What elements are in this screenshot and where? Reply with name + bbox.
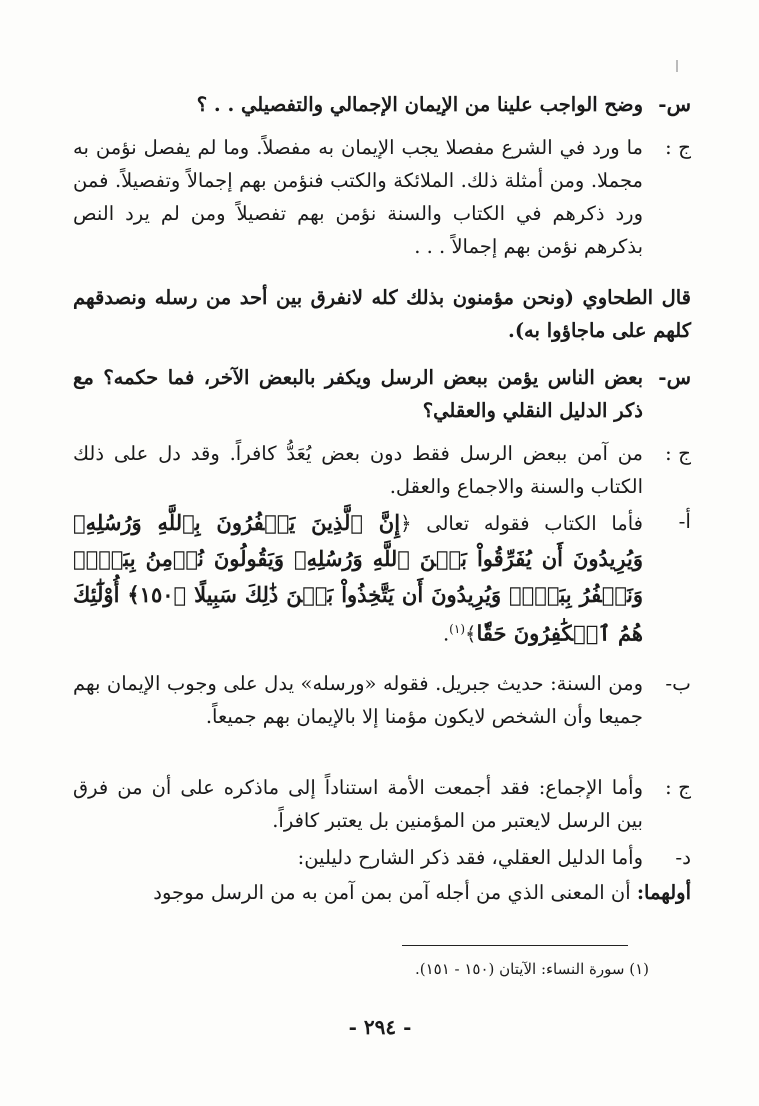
item-label: أ- <box>678 509 691 533</box>
question-1 <box>73 88 691 121</box>
evidence-text <box>73 505 643 652</box>
question-text: وضح الواجب علينا من الإيمان الإجمالي والتفصيلي . . ؟ <box>196 93 643 116</box>
question-2 <box>73 361 691 427</box>
evidence-quran <box>73 505 691 652</box>
question-label: س- <box>658 92 691 116</box>
item-label: د- <box>675 845 691 869</box>
evidence-text: وأما الإجماع: فقد أجمعت الأمة استناداً إلى ماذكره على أن من فرق بين الرسل لايعتبر من المؤمنين بل يعتبر كافراً. <box>73 776 643 832</box>
answer-1 <box>73 131 691 263</box>
evidence-intro: فأما الكتاب فقوله تعالى ﴿ <box>400 512 643 535</box>
quran-verse: إِنَّ ٱلَّذِينَ يَكۡفُرُونَ بِٱللَّهِ وَرُسُلِهِۦ وَيُرِيدُونَ أَن يُفَرِّقُواْ بَيۡنَ ٱللَّهِ وَرُسُلِهِۦ وَيَقُولُونَ نُؤۡمِنُ بِبَعۡضٖ وَنَكۡفُرُ بِبَعۡضٖ وَيُرِيدُونَ أَن يَتَّخِذُواْ بَيۡنَ ذَٰلِكَ سَبِيلًا ﴿١٥٠﴾ أُوْلَٰٓئِكَ هُمُ ٱلۡكَٰفِرُونَ حَقّٗا <box>73 510 643 646</box>
first-proof-body: أن المعنى الذي من أجله آمن بمن آمن به من الرسل موجود <box>153 881 631 904</box>
first-proof <box>73 876 691 909</box>
first-proof-text <box>73 876 691 909</box>
margin-mark <box>676 60 678 72</box>
evidence-sunnah <box>73 667 691 733</box>
question-label: س- <box>658 365 691 389</box>
evidence-end: . <box>442 622 450 646</box>
page-number: - ٢٩٤ - <box>348 1015 412 1039</box>
evidence-text: ومن السنة: حديث جبريل. فقوله «ورسله» يدل على وجوب الإيمان بهم جميعا وأن الشخص لايكون مؤمنا إلا بالإيمان بهم جميعاً. <box>73 672 643 728</box>
item-label: ج : <box>664 775 691 799</box>
evidence-text: وأما الدليل العقلي، فقد ذكر الشارح دليلين: <box>297 846 643 869</box>
answer-label: ج : <box>664 135 691 159</box>
footnote-divider <box>402 945 628 946</box>
question-text: بعض الناس يؤمن ببعض الرسل ويكفر بالبعض الآخر، فما حكمه؟ مع ذكر الدليل النقلي والعقلي؟ <box>73 366 643 422</box>
answer-text: من آمن ببعض الرسل فقط دون بعض يُعَدُّ كافراً. وقد دل على ذلك الكتاب والسنة والاجماع والعقل. <box>73 442 643 498</box>
item-label: ب- <box>665 671 691 695</box>
answer-label: ج : <box>664 441 691 465</box>
answer-2 <box>73 437 691 503</box>
tahawi-quote-text: قال الطحاوي (ونحن مؤمنون بذلك كله لانفرق بين أحد من رسله ونصدقهم كلهم على ماجاؤوا به). <box>73 286 691 342</box>
first-proof-lead: أولهما: <box>636 881 691 904</box>
evidence-ijma <box>73 771 691 837</box>
tahawi-quote <box>73 281 691 347</box>
answer-text: ما ورد في الشرع مفصلا يجب الإيمان به مفصلاً. وما لم يفصل نؤمن به مجملا. ومن أمثلة ذلك. الملائكة والكتب فنؤمن بهم إجمالاً وتفصيلاً. فمن ورد ذكرهم في الكتاب والسنة نؤمن بهم تفصيلاً ومن لم يرد النص بذكرهم نؤمن بهم إجمالاً . . . <box>73 136 643 258</box>
footnote-ref: (١) <box>449 622 465 636</box>
evidence-rational <box>73 841 691 874</box>
footnote: (١) سورة النساء: الآيتان (١٥٠ - ١٥١). <box>414 960 649 978</box>
verse-close-bracket: ﴾ <box>465 622 477 646</box>
